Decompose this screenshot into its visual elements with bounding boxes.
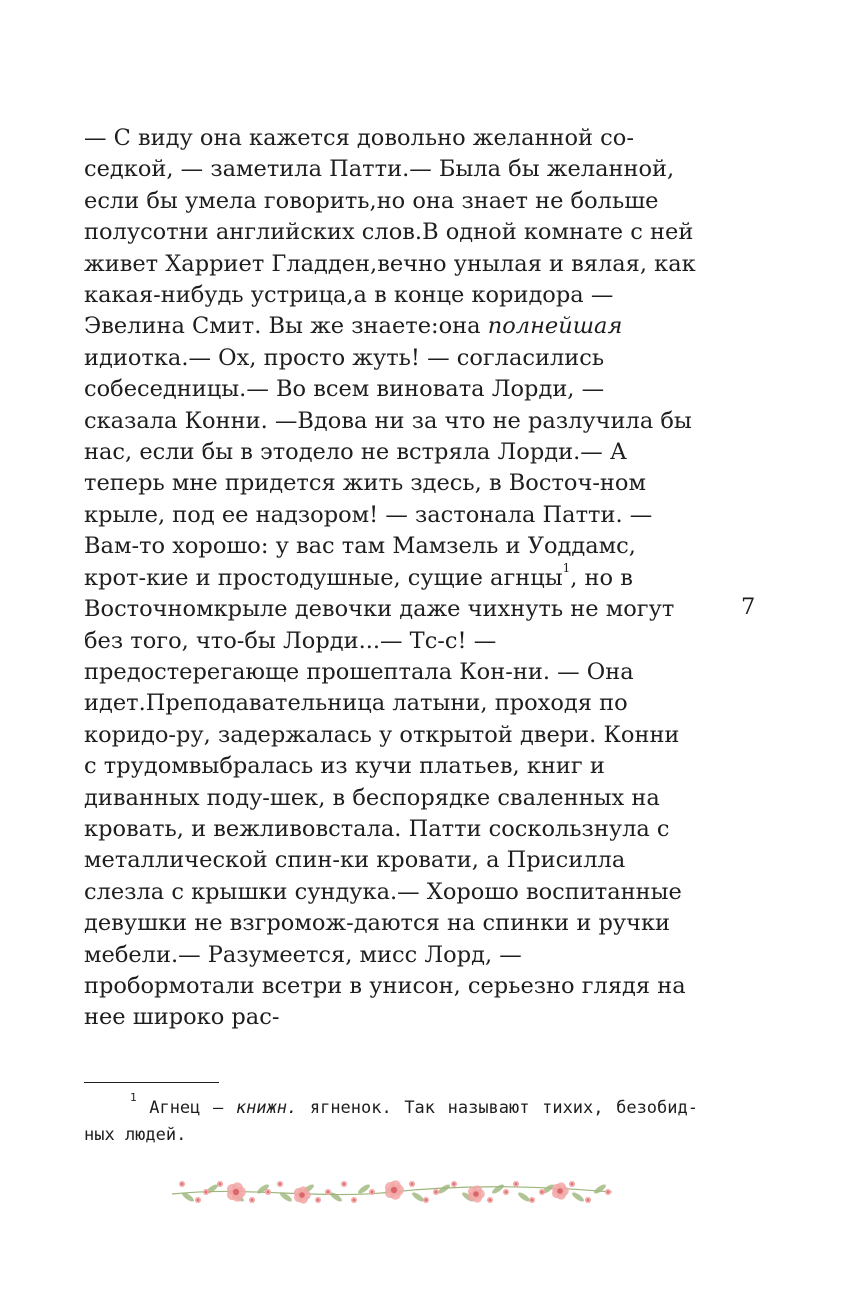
text-line: дело не встряла Лорди. xyxy=(298,439,581,466)
text-line: — Тс-с! — предостерегающе прошептала Кон- xyxy=(84,627,513,685)
footnote-italic: книжн. xyxy=(235,1098,298,1118)
footnote-line-1: $^1$ Агнец — книжн. ягненок. Так называют тихих, безобид- xyxy=(130,1091,698,1118)
text-line: бы Лорди... xyxy=(244,627,381,654)
text-line: В одной комнате с ней живет Харриет Гладден, xyxy=(84,219,694,277)
footnote-line-2: ных людей. xyxy=(84,1125,187,1145)
text-line: крыле девочки даже чихнуть не могут без того, что- xyxy=(84,596,675,654)
text-line: шек, в беспорядке сваленных на кровать, и вежливо xyxy=(84,784,660,842)
footnote xyxy=(84,1091,698,1149)
text-line: ру, задержалась у открытой двери. Конни с трудом xyxy=(84,721,680,780)
text-line: кие и простодушные, сущие агнцы$^1$, но в Восточном xyxy=(84,561,633,623)
text-line: вечно унылая и вялая, как какая-нибудь устрица, xyxy=(84,250,696,309)
text-line: Преподавательница латыни, проходя по коридо- xyxy=(84,690,628,748)
text-line: она полнейшая идиотка. xyxy=(84,313,623,371)
text-line: — Разумеется, мисс Лорд, — пробормотали все xyxy=(84,941,522,999)
text-line: но она знает не больше полусотни английских слов. xyxy=(84,187,659,246)
text-line: — Была бы желанной, если бы умела говорить, xyxy=(84,156,675,214)
text-line: Вам-то хорошо: у вас там Мамзель и Уоддамс, крот- xyxy=(84,533,636,591)
text-line: выбралась из кучи платьев, книг и диванных поду- xyxy=(84,753,605,811)
text-line: а в конце коридора — Эвелина Смит. Вы же знаете: xyxy=(84,282,614,340)
text-line: ном крыле, под ее надзором! — застонала Патти. — xyxy=(84,470,653,528)
footnote-marker: 1 xyxy=(130,1091,137,1105)
footnote-rule xyxy=(84,1082,219,1083)
text-line: — Хорошо воспитанные девушки не взгромож- xyxy=(84,878,682,937)
text-line: — Во всем виновата Лорди, — сказала Конни. — xyxy=(84,376,605,434)
body-text xyxy=(84,123,698,1034)
text-line: три в унисон, серьезно глядя на нее широко рас- xyxy=(84,972,686,1031)
text-line: седкой, — заметила Патти. xyxy=(84,156,410,183)
page-number: 7 xyxy=(741,594,756,620)
text-line: ки кровати, а Присилла слезла с крышки сундука. xyxy=(84,847,626,905)
text-line: — А теперь мне придется жить здесь, в Восточ- xyxy=(84,439,627,497)
text-line: встала. Патти соскользнула с металлической спин- xyxy=(84,815,670,874)
text-line: — Ох, просто жуть! — согласились собеседницы. xyxy=(84,344,605,403)
text-line: Вдова ни за что не разлучила бы нас, если бы в это xyxy=(84,407,692,466)
text-line: — С виду она кажется довольно желанной со- xyxy=(84,125,634,151)
text-line: ни. — Она идет. xyxy=(84,658,634,717)
text-line: даются на спинки и ручки мебели. xyxy=(84,910,671,968)
floral-ornament xyxy=(168,1166,616,1218)
